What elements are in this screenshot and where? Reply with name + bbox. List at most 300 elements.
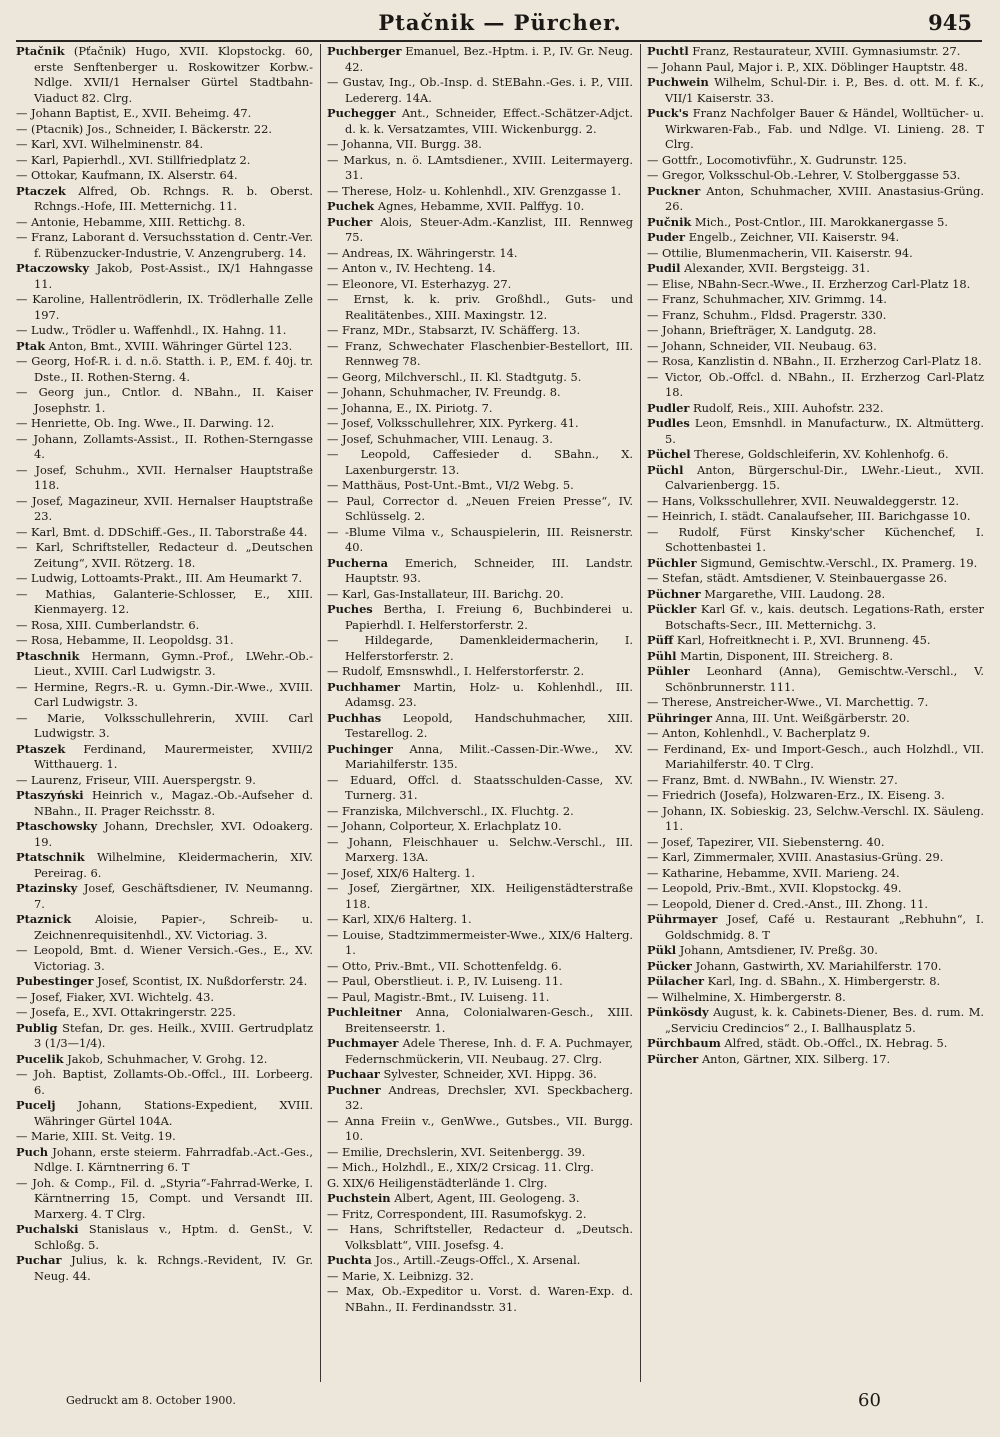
- entry-details: — Antonie, Hebamme, XIII. Rettichg. 8.: [16, 214, 246, 229]
- directory-entry: [16, 215, 313, 231]
- entry-details: Bertha, I. Freiung 6, Buchbinderei u. Papierhdl. I. Helferstorferstr. 2.: [345, 602, 633, 632]
- entry-surname: Puchinger: [327, 741, 393, 756]
- entry-details: Martin, Holz- u. Kohlenhdl., III. Adamsg. 23.: [345, 679, 633, 709]
- entry-details: — Ferdinand, Ex- und Import-Gesch., auch Holzhdl., VII. Mariahilferstr. 40. T Clrg.: [647, 741, 984, 771]
- header-rule: [16, 40, 982, 42]
- entry-details: — Laurenz, Friseur, VIII. Auerspergstr. 9.: [16, 772, 256, 787]
- directory-entry: [647, 850, 984, 866]
- directory-entry: [16, 540, 313, 571]
- entry-surname: Puch: [16, 1144, 49, 1159]
- entry-surname: Puchberger: [327, 44, 402, 58]
- entry-surname: Pühl: [647, 648, 677, 663]
- entry-surname: Puchstein: [327, 1191, 391, 1205]
- entry-details: Jakob, Schuhmacher, V. Grohg. 12.: [67, 1051, 268, 1066]
- directory-entry: [647, 75, 984, 106]
- entry-details: — Karoline, Hallentrödlerin, IX. Trödlerhalle Zelle 197.: [16, 292, 313, 322]
- entry-surname: Pücker: [647, 958, 692, 973]
- directory-entry: [16, 292, 313, 323]
- entry-surname: Ptaczowsky: [16, 261, 89, 275]
- directory-entry: [16, 230, 313, 261]
- directory-entry: [327, 416, 633, 432]
- directory-entry: [647, 726, 984, 742]
- entry-details: — Stefan, städt. Amtsdiener, V. Steinbauergasse 26.: [647, 571, 948, 585]
- entry-details: — Marie, X. Leibnizg. 32.: [327, 1268, 474, 1283]
- directory-entry: [327, 587, 633, 603]
- entry-details: — Johanna, E., IX. Piriotg. 7.: [327, 400, 493, 415]
- directory-entry: [16, 912, 313, 943]
- entry-details: Leonhard (Anna), Gemischtw.-Verschl., V. Schönbrunnerstr. 111.: [665, 664, 984, 694]
- entry-details: — Leopold, Priv.-Bmt., XVII. Klopstockg. 49.: [647, 881, 902, 895]
- directory-entry: [647, 416, 984, 447]
- entry-details: — Rudolf, Fürst Kinsky'scher Küchenchef, I. Schottenbastei 1.: [647, 524, 984, 554]
- entry-surname: Puchalski: [16, 1222, 79, 1236]
- entry-details: — Rudolf, Emsnswhdl., I. Helferstorferstr. 2.: [327, 664, 585, 678]
- entry-surname: Pülacher: [647, 974, 705, 988]
- entry-details: Stefan, Dr. ges. Heilk., XVIII. Gertrudplatz 3 (1/3—1/4).: [34, 1020, 313, 1050]
- entry-surname: Pükl: [647, 943, 677, 957]
- entry-details: — Johann, Fleischhauer u. Selchw.-Verschl., III. Marxerg. 13A.: [327, 834, 633, 864]
- entry-surname: Ptaczek: [16, 183, 66, 198]
- directory-entry: [647, 463, 984, 494]
- directory-entry: [327, 819, 633, 835]
- entry-details: — Markus, n. ö. LAmtsdiener., XVIII. Leitermayerg. 31.: [327, 152, 633, 182]
- entry-details: Adele Therese, Inh. d. F. A. Puchmayer, Federnschmückerin, VII. Neubaug. 27. Clrg.: [345, 1036, 633, 1066]
- page-number: 945: [928, 10, 972, 35]
- entry-details: Rudolf, Reis., XIII. Auhofstr. 232.: [693, 400, 884, 415]
- entry-details: Josef, Scontist, IX. Nußdorferstr. 24.: [97, 974, 308, 988]
- entry-details: Leon, Emsnhdl. in Manufacturw., IX. Altmütterg. 5.: [665, 416, 984, 446]
- entry-details: — Hans, Volksschullehrer, XVII. Neuwaldeggerstr. 12.: [647, 493, 960, 508]
- directory-entry: [327, 633, 633, 664]
- directory-entry: [327, 1269, 633, 1285]
- directory-entry: [327, 974, 633, 990]
- entry-details: — Gustav, Ing., Ob.-Insp. d. StEBahn.-Ges. i. P., VIII. Ledererg. 14A.: [327, 75, 633, 105]
- entry-details: Anton, Bürgerschul-Dir., LWehr.-Lieut., XVII. Calvarienbergg. 15.: [665, 462, 984, 492]
- directory-entry: [327, 711, 633, 742]
- directory-entry: [16, 711, 313, 742]
- entry-details: — Johann, IX. Sobieskig. 23, Selchw.-Verschl. IX. Säuleng. 11.: [647, 803, 984, 833]
- directory-entry: [327, 215, 633, 246]
- entry-details: — Franz, Schwechater Flaschenbier-Bestellort, III. Rennweg 78.: [327, 338, 633, 368]
- directory-entry: [16, 1129, 313, 1145]
- directory-entry: [327, 137, 633, 153]
- entry-details: — Max, Ob.-Expeditor u. Vorst. d. Waren-Exp. d. NBahn., II. Ferdinandsstr. 31.: [327, 1284, 633, 1314]
- directory-entry: [16, 432, 313, 463]
- directory-entry: [647, 44, 984, 60]
- directory-entry: [16, 742, 313, 773]
- entry-details: Anna, Colonialwaren-Gesch., XIII. Breitenseerstr. 1.: [345, 1005, 633, 1035]
- directory-entry: [327, 75, 633, 106]
- column-1: [16, 44, 313, 1382]
- directory-entry: [16, 571, 313, 587]
- entry-details: — Ludwig, Lottoamts-Prakt., III. Am Heumarkt 7.: [16, 571, 303, 585]
- entry-details: — Johanna, VII. Burgg. 38.: [327, 137, 482, 151]
- directory-entry: [647, 804, 984, 835]
- entry-surname: Pudil: [647, 261, 681, 275]
- directory-entry: [327, 773, 633, 804]
- directory-entry: [327, 556, 633, 587]
- directory-entry: [647, 494, 984, 510]
- entry-details: — Heinrich, I. städt. Canalaufseher, III. Barichgasse 10.: [647, 509, 971, 523]
- entry-details: — Matthäus, Post-Unt.-Bmt., VI/2 Webg. 5.: [327, 478, 574, 492]
- entry-details: Sigmund, Gemischtw.-Verschl., IX. Pramerg. 19.: [700, 555, 978, 570]
- entry-details: (Pťačnik) Hugo, XVII. Klopstockg. 60, erste Senftenberger u. Roskowitzer Korbw.-Ndlge. XVII/1 Hernalser Gürtel Stadtbahn-Viaduct 82. Clrg.: [34, 44, 313, 105]
- directory-entry: [647, 215, 984, 231]
- entry-surname: Pucelik: [16, 1051, 64, 1066]
- directory-entry: [327, 1145, 633, 1161]
- directory-entry: [327, 339, 633, 370]
- entry-details: — Johann, Schuhmacher, IV. Freundg. 8.: [327, 385, 561, 399]
- entry-details: Heinrich v., Magaz.-Ob.-Aufseher d. NBahn., II. Prager Reichsstr. 8.: [34, 788, 313, 818]
- entry-details: — Ottilie, Blumenmacherin, VII. Kaiserstr. 94.: [647, 245, 913, 260]
- directory-entry: [16, 1253, 313, 1284]
- directory-entry: [647, 974, 984, 990]
- directory-entry: [327, 664, 633, 680]
- entry-details: — Karl, Bmt. d. DDSchiff.-Ges., II. Taborstraße 44.: [16, 524, 308, 539]
- entry-surname: Pudles: [647, 416, 690, 430]
- entry-details: Julius, k. k. Rchngs.-Revident, IV. Gr. Neug. 44.: [34, 1253, 313, 1283]
- entry-details: — Karl, Gas-Installateur, III. Barichg. 20.: [327, 586, 564, 601]
- entry-surname: Ptatschnik: [16, 850, 85, 864]
- directory-entry: [647, 649, 984, 665]
- directory-entry: [16, 261, 313, 292]
- entry-details: Alfred, städt. Ob.-Offcl., IX. Hebrag. 5.: [724, 1036, 948, 1050]
- directory-entry: [327, 1036, 633, 1067]
- directory-entry: [647, 587, 984, 603]
- directory-entry: [16, 773, 313, 789]
- entry-details: Anna, Milit.-Cassen-Dir.-Wwe., XV. Mariahilferstr. 135.: [345, 741, 633, 771]
- directory-entry: [16, 525, 313, 541]
- entry-details: Engelb., Zeichner, VII. Kaiserstr. 94.: [688, 230, 900, 244]
- directory-entry: [647, 246, 984, 262]
- entry-surname: Püchel: [647, 447, 691, 461]
- entry-details: Therese, Goldschleiferin, XV. Kohlenhofg. 6.: [694, 447, 949, 461]
- directory-entry: [647, 184, 984, 215]
- entry-surname: Pucelj: [16, 1098, 56, 1112]
- entry-details: Anton, Schuhmacher, XVIII. Anastasius-Grüng. 26.: [665, 183, 984, 213]
- directory-entry: [327, 199, 633, 215]
- entry-details: G. XIX/6 Heiligenstädterlände 1. Clrg.: [327, 1175, 548, 1190]
- entry-surname: Pünkösdy: [647, 1005, 709, 1019]
- directory-entry: [327, 292, 633, 323]
- entry-details: Jos., Artill.-Zeugs-Offcl., X. Arsenal.: [375, 1253, 581, 1267]
- directory-entry: [16, 990, 313, 1006]
- directory-entry: [16, 1067, 313, 1098]
- directory-entry: [327, 106, 633, 137]
- entry-details: — Franziska, Milchverschl., IX. Fluchtg. 2.: [327, 803, 574, 818]
- directory-entry: [327, 246, 633, 262]
- directory-entry: [647, 711, 984, 727]
- directory-entry: [16, 1021, 313, 1052]
- entry-surname: Puchhas: [327, 710, 382, 725]
- directory-entry: [647, 773, 984, 789]
- directory-entry: [16, 44, 313, 106]
- entry-details: Martin, Disponent, III. Streicherg. 8.: [680, 648, 894, 663]
- directory-entry: [16, 385, 313, 416]
- directory-entry: [327, 1191, 633, 1207]
- entry-surname: Pürchbaum: [647, 1036, 721, 1050]
- entry-surname: Püchler: [647, 555, 697, 570]
- entry-surname: Puchegger: [327, 106, 396, 120]
- entry-details: — Johann, Colporteur, X. Erlachplatz 10.: [327, 819, 562, 833]
- entry-details: Johann, Drechsler, XVI. Odoakerg. 19.: [34, 819, 313, 849]
- directory-entry: [647, 959, 984, 975]
- directory-entry: [16, 463, 313, 494]
- column-divider: [320, 44, 321, 1382]
- directory-entry: [16, 494, 313, 525]
- sheet-number: 60: [858, 1390, 881, 1411]
- entry-details: — Georg, Hof-R. i. d. n.ö. Statth. i. P., EM. f. 40j. tr. Dste., II. Rothen-Sterng. 4.: [16, 354, 313, 384]
- entry-details: Margarethe, VIII. Laudong. 28.: [704, 586, 886, 601]
- directory-entry: [16, 618, 313, 634]
- entry-surname: Pührmayer: [647, 912, 718, 926]
- entry-surname: Püchl: [647, 462, 684, 477]
- entry-details: — Joh. Baptist, Zollamts-Ob.-Offcl., III. Lorbeerg. 6.: [16, 1067, 313, 1097]
- directory-entry: [16, 1176, 313, 1223]
- entry-details: — Mich., Holzhdl., E., XIX/2 Crsicag. 11. Clrg.: [327, 1160, 594, 1174]
- entry-details: — Therese, Anstreicher-Wwe., VI. Marchettig. 7.: [647, 695, 929, 709]
- directory-entry: [647, 292, 984, 308]
- directory-entry: [647, 556, 984, 572]
- directory-entry: [327, 1253, 633, 1269]
- entry-details: Aloisie, Papier-, Schreib- u. Zeichnenrequisitenhdl., XV. Victoriag. 3.: [34, 912, 313, 942]
- entry-details: — Josef, Ziergärtner, XIX. Heiligenstädterstraße 118.: [327, 881, 633, 911]
- directory-entry: [327, 401, 633, 417]
- entry-surname: Puchleitner: [327, 1005, 402, 1019]
- directory-entry: [16, 122, 313, 138]
- directory-entry: [327, 1005, 633, 1036]
- entry-surname: Puchwein: [647, 75, 709, 89]
- entry-details: — Paul, Corrector d. „Neuen Freien Presse“, IV. Schlüsselg. 2.: [327, 493, 633, 523]
- entry-surname: Puchek: [327, 199, 375, 213]
- directory-entry: [647, 571, 984, 587]
- directory-entry: [327, 835, 633, 866]
- entry-details: — Leopold, Diener d. Cred.-Anst., III. Zhong. 11.: [647, 896, 929, 911]
- entry-surname: Puches: [327, 602, 373, 616]
- directory-entry: [327, 866, 633, 882]
- directory-entry: [647, 370, 984, 401]
- directory-entry: [16, 587, 313, 618]
- directory-entry: [647, 168, 984, 184]
- entry-details: Albert, Agent, III. Geologeng. 3.: [394, 1191, 580, 1205]
- entry-details: — Hans, Schriftsteller, Redacteur d. „Deutsch. Volksblatt“, VIII. Josefsg. 4.: [327, 1222, 633, 1252]
- directory-entry: [327, 153, 633, 184]
- entry-details: — Marie, XIII. St. Veitg. 19.: [16, 1129, 176, 1143]
- directory-entry: [327, 990, 633, 1006]
- entry-details: — Rosa, Kanzlistin d. NBahn., II. Erzherzog Carl-Platz 18.: [647, 354, 982, 368]
- directory-entry: [16, 416, 313, 432]
- directory-entry: [327, 1284, 633, 1315]
- entry-surname: Puchtl: [647, 44, 689, 58]
- entry-details: Anna, III. Unt. Weißgärberstr. 20.: [715, 710, 910, 725]
- directory-entry: [647, 633, 984, 649]
- entry-details: Emerich, Schneider, III. Landstr. Hauptstr. 93.: [345, 555, 633, 585]
- column-divider: [640, 44, 641, 1382]
- entry-surname: Puchmayer: [327, 1036, 399, 1050]
- entry-details: — Fritz, Correspondent, III. Rasumofskyg. 2.: [327, 1206, 587, 1221]
- entry-details: — Victor, Ob.-Offcl. d. NBahn., II. Erzherzog Carl-Platz 18.: [647, 369, 984, 399]
- directory-entry: [327, 1160, 633, 1176]
- entry-surname: Pühler: [647, 664, 690, 678]
- directory-entry: [647, 1052, 984, 1068]
- print-date: Gedruckt am 8. October 1900.: [66, 1394, 236, 1407]
- directory-entry: [647, 230, 984, 246]
- directory-entry: [16, 788, 313, 819]
- directory-entry: [647, 664, 984, 695]
- directory-entry: [647, 788, 984, 804]
- directory-entry: [16, 323, 313, 339]
- directory-entry: [327, 912, 633, 928]
- page-header: [0, 10, 1000, 40]
- entry-details: — Joh. & Comp., Fil. d. „Styria“-Fahrrad-Werke, I. Kärntnerring 15, Compt. und Versandt III. Marxerg. 4. T Clrg.: [16, 1175, 313, 1221]
- entry-details: — Wilhelmine, X. Himbergerstr. 8.: [647, 989, 846, 1004]
- entry-details: Leopold, Handschuhmacher, XIII. Testarellog. 2.: [345, 710, 633, 740]
- entry-details: — Andreas, IX. Währingerstr. 14.: [327, 245, 518, 260]
- directory-entry: [647, 1036, 984, 1052]
- directory-entry: [647, 308, 984, 324]
- entry-details: Stanislaus v., Hptm. d. GenSt., V. Schloßg. 5.: [34, 1222, 313, 1252]
- directory-entry: [647, 401, 984, 417]
- entry-details: — Karl, XIX/6 Halterg. 1.: [327, 912, 472, 926]
- entry-details: Anton, Bmt., XVIII. Währinger Gürtel 123.: [48, 338, 293, 353]
- directory-entry: [327, 478, 633, 494]
- entry-details: — Johann, Briefträger, X. Landgutg. 28.: [647, 323, 877, 337]
- directory-entry: [16, 106, 313, 122]
- entry-details: — Hildegarde, Damenkleidermacherin, I. Helferstorferstr. 2.: [327, 633, 633, 663]
- entry-details: Hermann, Gymn.-Prof., LWehr.-Ob.-Lieut., XVIII. Carl Ludwigstr. 3.: [34, 648, 313, 678]
- entry-surname: Puchar: [16, 1253, 62, 1267]
- directory-entry: [647, 153, 984, 169]
- entry-surname: Ptaschowsky: [16, 819, 98, 833]
- directory-entry: [647, 602, 984, 633]
- entry-surname: Pückler: [647, 602, 697, 616]
- entry-details: — Louise, Stadtzimmermeister-Wwe., XIX/6 Halterg. 1.: [327, 927, 633, 957]
- entry-details: Johann, Amtsdiener, IV. Preßg. 30.: [679, 943, 878, 957]
- directory-entry: [327, 525, 633, 556]
- entry-details: — Hermine, Regrs.-R. u. Gymn.-Dir.-Wwe., XVIII. Carl Ludwigstr. 3.: [16, 679, 313, 709]
- entry-details: — Mathias, Galanterie-Schlosser, E., XIII. Kienmayerg. 12.: [16, 586, 313, 616]
- entry-details: Alfred, Ob. Rchngs. R. b. Oberst. Rchngs.-Hofe, III. Metternichg. 11.: [34, 183, 313, 213]
- entry-details: — Franz, Schuhmacher, XIV. Grimmg. 14.: [647, 292, 887, 306]
- directory-entry: [647, 106, 984, 153]
- directory-entry: [327, 44, 633, 75]
- entry-details: Johann, erste steierm. Fahrradfab.-Act.-Ges., Ndlge. I. Kärntnerring 6. T: [34, 1144, 313, 1174]
- entry-surname: Pubestinger: [16, 974, 94, 988]
- entry-surname: Pürcher: [647, 1051, 699, 1066]
- directory-entry: [647, 866, 984, 882]
- entry-details: — Marie, Volksschullehrerin, XVIII. Carl Ludwigstr. 3.: [16, 710, 313, 740]
- directory-entry: [647, 881, 984, 897]
- entry-details: — Karl, Papierhdl., XVI. Stillfriedplatz 2.: [16, 152, 251, 167]
- entry-surname: Pucher: [327, 214, 373, 229]
- entry-details: — Josef, Schuhm., XVII. Hernalser Hauptstraße 118.: [16, 462, 313, 492]
- entry-details: — Josef, Magazineur, XVII. Hernalser Hauptstraße 23.: [16, 493, 313, 523]
- directory-entry: [327, 494, 633, 525]
- directory-entry: [16, 943, 313, 974]
- entry-details: Franz, Restaurateur, XVIII. Gymnasiumstr. 27.: [692, 44, 961, 58]
- directory-entry: [327, 959, 633, 975]
- directory-entry: [647, 835, 984, 851]
- entry-details: — Ludw., Trödler u. Waffenhdl., IX. Hahng. 11.: [16, 323, 287, 337]
- entry-details: Franz Nachfolger Bauer & Händel, Wolltücher- u. Wirkwaren-Fab., Fab. und Ndlge. VI. Linieng. 28. T Clrg.: [665, 106, 984, 151]
- entry-surname: Puck's: [647, 106, 689, 120]
- entry-details: — Elise, NBahn-Secr.-Wwe., II. Erzherzog Carl-Platz 18.: [647, 276, 971, 291]
- directory-entry: [16, 819, 313, 850]
- entry-details: Karl Gf. v., kais. deutsch. Legations-Rath, erster Botschafts-Secr., III. Metternichg. 3.: [665, 602, 984, 632]
- entry-details: — Anna Freiin v., GenWwe., Gutsbes., VII. Burgg. 10.: [327, 1113, 633, 1143]
- directory-entry: [16, 153, 313, 169]
- directory-entry: [16, 1052, 313, 1068]
- directory-entry: [16, 680, 313, 711]
- directory-entry: [327, 1067, 633, 1083]
- entry-details: — Friedrich (Josefa), Holzwaren-Erz., IX. Eiseng. 3.: [647, 788, 945, 802]
- entry-details: Karl, Hofreitknecht i. P., XVI. Brunneng. 45.: [676, 633, 931, 647]
- entry-details: Jakob, Post-Assist., IX/1 Hahngasse 11.: [34, 261, 313, 291]
- entry-details: Mich., Post-Cntlor., III. Marokkanergasse 5.: [694, 214, 948, 229]
- entry-surname: Puchta: [327, 1253, 372, 1267]
- entry-details: — Franz, MDr., Stabsarzt, IV. Schäfferg. 13.: [327, 323, 581, 337]
- directory-entry: [16, 168, 313, 184]
- directory-entry: [16, 633, 313, 649]
- entry-details: — Gregor, Volksschul-Ob.-Lehrer, V. Stolberggasse 53.: [647, 168, 961, 182]
- directory-entry: [647, 60, 984, 76]
- directory-entry: [327, 1176, 633, 1192]
- entry-surname: Pučnik: [647, 214, 692, 229]
- entry-details: Anton, Gärtner, XIX. Silberg. 17.: [701, 1051, 891, 1066]
- column-3: [647, 44, 984, 1382]
- entry-surname: Ptačnik: [16, 44, 65, 58]
- directory-entry: [327, 432, 633, 448]
- entry-details: Josef, Geschäftsdiener, IV. Neumanng. 7.: [34, 881, 313, 911]
- entry-details: Johann, Stations-Expedient, XVIII. Währinger Gürtel 104A.: [34, 1098, 313, 1128]
- entry-surname: Puchaar: [327, 1067, 380, 1081]
- directory-entry: [647, 1005, 984, 1036]
- entry-details: — Franz, Schuhm., Fldsd. Pragerstr. 330.: [647, 307, 887, 322]
- entry-details: Emanuel, Bez.-Hptm. i. P., IV. Gr. Neug. 42.: [345, 44, 633, 74]
- directory-entry: [327, 277, 633, 293]
- entry-details: — Eduard, Offcl. d. Staatsschulden-Casse, XV. Turnerg. 31.: [327, 772, 633, 802]
- entry-details: Ant., Schneider, Effect.-Schätzer-Adjct. d. k. k. Versatzamtes, VIII. Wickenburgg. 2.: [345, 106, 633, 136]
- directory-entry: [16, 850, 313, 881]
- entry-details: — Karl, Schriftsteller, Redacteur d. „Deutschen Zeitung“, XVII. Rötzerg. 18.: [16, 540, 313, 570]
- directory-entry: [647, 525, 984, 556]
- directory-entry: [16, 881, 313, 912]
- entry-surname: Püff: [647, 633, 674, 647]
- entry-details: — Johann, Schneider, VII. Neubaug. 63.: [647, 338, 877, 353]
- entry-surname: Ptaszyński: [16, 788, 84, 802]
- entry-surname: Puchhamer: [327, 679, 401, 694]
- entry-details: — Rosa, XIII. Cumberlandstr. 6.: [16, 617, 200, 632]
- entry-details: — Josef, Tapezirer, VII. Siebensterng. 40.: [647, 834, 885, 849]
- directory-entry: [327, 1114, 633, 1145]
- directory-entry: [327, 1222, 633, 1253]
- entry-details: — Georg jun., Cntlor. d. NBahn., II. Kaiser Josephstr. 1.: [16, 385, 313, 415]
- entry-details: — Katharine, Hebamme, XVII. Marieng. 24.: [647, 865, 900, 880]
- directory-entry: [327, 928, 633, 959]
- directory-entry: [16, 354, 313, 385]
- entry-details: — Josefa, E., XVI. Ottakringerstr. 225.: [16, 1005, 236, 1019]
- directory-entry: [16, 339, 313, 355]
- directory-entry: [327, 881, 633, 912]
- entry-details: Karl, Ing. d. SBahn., X. Himbergerstr. 8.: [707, 974, 941, 988]
- entry-details: — Ottokar, Kaufmann, IX. Alserstr. 64.: [16, 168, 238, 182]
- entry-details: — Franz, Bmt. d. NWBahn., IV. Wienstr. 27.: [647, 772, 898, 787]
- directory-entry: [647, 695, 984, 711]
- directory-entry: [327, 370, 633, 386]
- page-title: Ptačnik — Pürcher.: [378, 10, 622, 35]
- directory-entry: [16, 1005, 313, 1021]
- entry-surname: Puchner: [327, 1082, 381, 1097]
